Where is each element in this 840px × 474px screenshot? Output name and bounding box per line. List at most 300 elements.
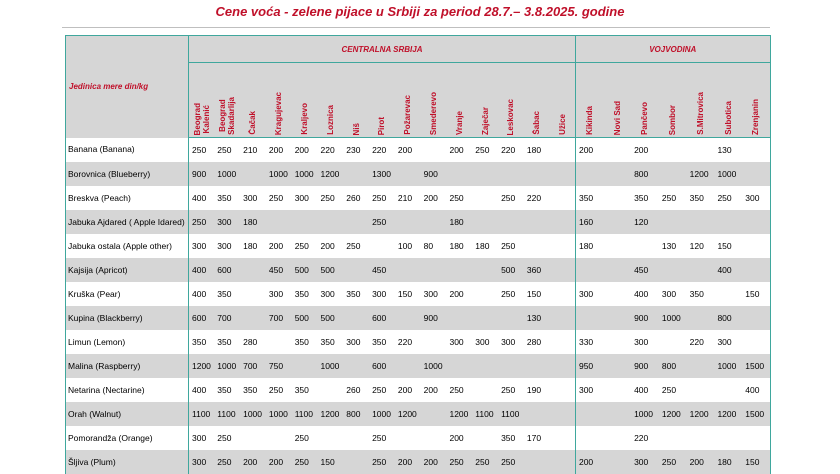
price-cell <box>421 258 447 282</box>
price-cell: 210 <box>395 186 421 210</box>
city-label-line: Požarevac <box>403 95 412 135</box>
price-cell <box>550 282 576 306</box>
price-cell <box>742 210 770 234</box>
price-cell: 170 <box>524 426 550 450</box>
city-label <box>724 99 733 135</box>
price-cell <box>395 210 421 234</box>
price-cell: 250 <box>214 426 240 450</box>
price-cell: 250 <box>369 378 395 402</box>
fruit-name: Netarina (Nectarine) <box>66 378 189 402</box>
price-cell: 250 <box>472 138 498 163</box>
price-cell: 700 <box>266 306 292 330</box>
price-cell: 250 <box>498 186 524 210</box>
price-cell: 450 <box>631 258 659 282</box>
price-cell: 220 <box>687 330 715 354</box>
price-cell: 200 <box>395 378 421 402</box>
price-cell <box>524 450 550 474</box>
price-cell <box>266 330 292 354</box>
price-cell: 750 <box>266 354 292 378</box>
price-table-body <box>66 138 771 474</box>
city-label-line: Kragujevac <box>274 92 283 135</box>
price-cell <box>498 354 524 378</box>
price-cell: 350 <box>292 282 318 306</box>
price-cell: 250 <box>498 378 524 402</box>
price-cell: 200 <box>240 450 266 474</box>
price-cell: 400 <box>189 282 215 306</box>
price-cell: 130 <box>524 306 550 330</box>
price-cell <box>550 402 576 426</box>
price-cell: 1100 <box>189 402 215 426</box>
price-cell: 1000 <box>631 402 659 426</box>
table-row <box>66 378 771 402</box>
price-cell: 250 <box>369 426 395 450</box>
price-cell: 1100 <box>214 402 240 426</box>
price-cell: 400 <box>189 258 215 282</box>
price-cell <box>659 258 687 282</box>
price-cell: 280 <box>240 330 266 354</box>
price-cell <box>550 426 576 450</box>
region-header-vojvodina: VOJVODINA <box>575 36 770 63</box>
city-label <box>352 121 361 135</box>
price-cell: 250 <box>343 234 369 258</box>
fruit-name: Borovnica (Blueberry) <box>66 162 189 186</box>
price-cell: 250 <box>369 210 395 234</box>
city-header-central-0 <box>189 63 215 138</box>
price-cell <box>603 378 631 402</box>
price-cell: 1500 <box>742 402 770 426</box>
city-header-vojvodina-0 <box>575 63 603 138</box>
price-cell: 130 <box>714 138 742 163</box>
price-cell: 1200 <box>687 402 715 426</box>
city-label-line: Sombor <box>668 105 677 135</box>
price-cell <box>421 402 447 426</box>
table-row <box>66 426 771 450</box>
price-cell: 1000 <box>214 354 240 378</box>
price-cell <box>631 234 659 258</box>
price-cell: 100 <box>395 234 421 258</box>
price-cell: 300 <box>446 330 472 354</box>
price-cell <box>603 234 631 258</box>
price-cell: 80 <box>421 234 447 258</box>
price-cell: 260 <box>343 186 369 210</box>
price-cell <box>421 138 447 163</box>
table-row <box>66 354 771 378</box>
price-cell <box>472 354 498 378</box>
price-cell <box>369 234 395 258</box>
price-cell: 400 <box>714 258 742 282</box>
price-cell: 200 <box>395 450 421 474</box>
price-cell <box>550 234 576 258</box>
fruit-name: Limun (Lemon) <box>66 330 189 354</box>
price-cell: 1000 <box>369 402 395 426</box>
price-cell: 250 <box>266 186 292 210</box>
price-cell: 250 <box>189 138 215 163</box>
price-cell: 360 <box>524 258 550 282</box>
price-cell: 220 <box>317 138 343 163</box>
fruit-name: Kupina (Blackberry) <box>66 306 189 330</box>
price-cell: 180 <box>240 210 266 234</box>
price-cell: 900 <box>189 162 215 186</box>
price-cell <box>575 162 603 186</box>
city-label <box>751 97 760 135</box>
city-header-central-7 <box>369 63 395 138</box>
price-cell <box>472 378 498 402</box>
city-label-line: Šabac <box>532 111 541 135</box>
price-cell: 180 <box>240 234 266 258</box>
price-cell <box>714 282 742 306</box>
price-cell <box>575 306 603 330</box>
price-cell <box>659 330 687 354</box>
price-cell: 280 <box>524 330 550 354</box>
price-cell <box>550 330 576 354</box>
price-cell <box>603 258 631 282</box>
price-cell: 150 <box>742 282 770 306</box>
fruit-name: Orah (Walnut) <box>66 402 189 426</box>
city-label-line: Kalenić <box>202 103 211 135</box>
price-cell: 220 <box>395 330 421 354</box>
price-cell: 500 <box>317 258 343 282</box>
price-cell: 1200 <box>687 162 715 186</box>
city-header-vojvodina-3 <box>659 63 687 138</box>
city-label-line: Loznica <box>326 105 335 135</box>
price-cell: 300 <box>575 282 603 306</box>
city-header-central-5 <box>317 63 343 138</box>
price-cell <box>240 162 266 186</box>
price-cell: 120 <box>631 210 659 234</box>
price-cell: 1200 <box>714 402 742 426</box>
city-label <box>455 109 464 135</box>
price-cell <box>742 426 770 450</box>
city-label-line: Beograd <box>218 97 227 135</box>
price-cell <box>472 258 498 282</box>
city-label-line: Čačak <box>248 111 257 135</box>
price-cell: 250 <box>659 186 687 210</box>
region-header-central: CENTRALNA SRBIJA <box>189 36 576 63</box>
price-cell: 1200 <box>189 354 215 378</box>
price-cell <box>472 210 498 234</box>
price-cell <box>421 210 447 234</box>
price-cell: 600 <box>214 258 240 282</box>
city-header-vojvodina-4 <box>687 63 715 138</box>
price-cell <box>687 210 715 234</box>
city-label-line: Pirot <box>377 117 386 135</box>
city-label <box>696 90 705 135</box>
price-cell: 350 <box>240 378 266 402</box>
table-row <box>66 138 771 163</box>
price-cell <box>659 138 687 163</box>
price-cell: 300 <box>292 186 318 210</box>
city-header-central-3 <box>266 63 292 138</box>
page-title: Cene voća - zelene pijace u Srbiji za period 28.7.– 3.8.2025. godine <box>0 4 840 19</box>
price-cell: 450 <box>369 258 395 282</box>
price-cell: 350 <box>498 426 524 450</box>
price-cell <box>742 306 770 330</box>
price-cell: 1500 <box>742 354 770 378</box>
price-cell: 250 <box>214 138 240 163</box>
price-cell <box>421 426 447 450</box>
price-cell: 600 <box>369 306 395 330</box>
fruit-name: Jabuka ostala (Apple other) <box>66 234 189 258</box>
price-cell: 250 <box>214 450 240 474</box>
price-cell: 260 <box>343 378 369 402</box>
price-cell: 800 <box>631 162 659 186</box>
price-cell: 250 <box>369 450 395 474</box>
price-cell: 250 <box>317 186 343 210</box>
price-cell <box>575 426 603 450</box>
price-cell <box>421 330 447 354</box>
price-cell: 300 <box>343 330 369 354</box>
price-cell <box>395 258 421 282</box>
price-cell <box>240 306 266 330</box>
price-cell: 300 <box>369 282 395 306</box>
price-cell: 150 <box>524 282 550 306</box>
price-cell <box>446 306 472 330</box>
price-cell: 1200 <box>317 162 343 186</box>
price-cell <box>343 354 369 378</box>
price-cell <box>550 378 576 402</box>
city-label-line: Vranje <box>455 111 464 135</box>
price-cell <box>472 426 498 450</box>
price-cell <box>550 306 576 330</box>
price-cell: 200 <box>446 426 472 450</box>
price-cell <box>550 210 576 234</box>
price-cell <box>240 426 266 450</box>
city-label <box>248 109 257 135</box>
price-cell: 200 <box>446 138 472 163</box>
city-header-vojvodina-5 <box>714 63 742 138</box>
city-label-line: Kikinda <box>585 106 594 135</box>
price-cell: 600 <box>189 306 215 330</box>
price-cell: 220 <box>369 138 395 163</box>
price-cell: 350 <box>292 330 318 354</box>
price-cell <box>687 378 715 402</box>
price-cell: 300 <box>472 330 498 354</box>
city-label-line: Novi Sad <box>613 101 622 135</box>
price-cell: 300 <box>631 450 659 474</box>
city-label <box>613 99 622 135</box>
price-cell <box>292 210 318 234</box>
price-cell: 150 <box>714 234 742 258</box>
price-cell: 200 <box>421 450 447 474</box>
price-cell <box>446 162 472 186</box>
price-cell <box>472 282 498 306</box>
city-header-vojvodina-6 <box>742 63 770 138</box>
city-header-central-6 <box>343 63 369 138</box>
price-cell: 250 <box>446 378 472 402</box>
price-cell <box>472 162 498 186</box>
price-cell: 350 <box>343 282 369 306</box>
price-cell <box>687 258 715 282</box>
price-cell: 1200 <box>446 402 472 426</box>
city-label <box>326 103 335 135</box>
price-cell: 210 <box>240 138 266 163</box>
price-cell: 950 <box>575 354 603 378</box>
city-label-line: Leskovac <box>506 99 515 135</box>
price-cell: 130 <box>659 234 687 258</box>
price-cell <box>603 402 631 426</box>
table-row <box>66 450 771 474</box>
price-cell: 230 <box>343 138 369 163</box>
price-cell: 300 <box>659 282 687 306</box>
price-cell: 350 <box>214 378 240 402</box>
price-cell: 300 <box>189 234 215 258</box>
fruit-name: Kajsija (Apricot) <box>66 258 189 282</box>
price-cell: 350 <box>214 282 240 306</box>
price-cell: 300 <box>240 186 266 210</box>
city-label-line: Užice <box>558 114 567 135</box>
city-header-central-4 <box>292 63 318 138</box>
city-label-line: Subotica <box>724 101 733 135</box>
price-cell: 250 <box>292 450 318 474</box>
city-label-line: Beograd <box>193 103 202 135</box>
price-cell <box>472 306 498 330</box>
price-cell <box>742 138 770 163</box>
price-cell <box>317 378 343 402</box>
price-cell: 200 <box>266 138 292 163</box>
price-cell: 220 <box>631 426 659 450</box>
price-cell: 350 <box>214 330 240 354</box>
price-cell <box>742 330 770 354</box>
price-cell: 120 <box>687 234 715 258</box>
price-cell: 1000 <box>714 162 742 186</box>
price-cell <box>687 354 715 378</box>
price-cell <box>524 354 550 378</box>
table-row <box>66 402 771 426</box>
price-cell <box>575 402 603 426</box>
price-cell <box>659 426 687 450</box>
fruit-name: Banana (Banana) <box>66 138 189 163</box>
price-cell <box>395 426 421 450</box>
price-cell <box>714 378 742 402</box>
price-cell <box>446 354 472 378</box>
price-cell: 300 <box>189 450 215 474</box>
price-cell: 350 <box>687 282 715 306</box>
city-label-line: Kraljevo <box>300 103 309 135</box>
price-cell: 1100 <box>472 402 498 426</box>
price-cell: 200 <box>575 450 603 474</box>
city-header-central-11 <box>472 63 498 138</box>
price-cell: 350 <box>575 186 603 210</box>
price-cell: 200 <box>395 138 421 163</box>
price-cell <box>317 426 343 450</box>
price-cell <box>603 354 631 378</box>
price-cell <box>603 306 631 330</box>
price-cell: 1300 <box>369 162 395 186</box>
price-cell <box>603 210 631 234</box>
city-label-line: Zrenjanin <box>751 99 760 135</box>
price-cell: 300 <box>266 282 292 306</box>
price-cell: 800 <box>659 354 687 378</box>
price-cell: 400 <box>631 378 659 402</box>
price-cell <box>687 306 715 330</box>
price-cell: 250 <box>472 450 498 474</box>
price-cell <box>343 426 369 450</box>
price-cell <box>240 258 266 282</box>
city-label <box>429 90 438 135</box>
city-label-line: Skadarlija <box>227 97 236 135</box>
price-cell <box>524 402 550 426</box>
price-cell: 400 <box>189 186 215 210</box>
price-cell: 1000 <box>266 402 292 426</box>
price-cell: 400 <box>631 282 659 306</box>
price-cell <box>603 138 631 163</box>
price-cell <box>742 162 770 186</box>
price-cell: 300 <box>631 330 659 354</box>
price-cell <box>603 282 631 306</box>
price-cell <box>498 162 524 186</box>
price-cell: 200 <box>687 450 715 474</box>
price-cell: 300 <box>714 330 742 354</box>
price-cell: 350 <box>687 186 715 210</box>
price-cell: 200 <box>317 234 343 258</box>
city-label <box>585 104 594 135</box>
price-cell: 600 <box>369 354 395 378</box>
fruit-name: Malina (Raspberry) <box>66 354 189 378</box>
price-cell: 250 <box>498 450 524 474</box>
price-cell: 180 <box>524 138 550 163</box>
price-cell: 220 <box>524 186 550 210</box>
price-cell: 400 <box>742 378 770 402</box>
price-cell <box>714 210 742 234</box>
price-cell: 250 <box>369 186 395 210</box>
price-cell <box>343 258 369 282</box>
price-cell: 150 <box>742 450 770 474</box>
city-label-line: S.Mitrovica <box>696 92 705 135</box>
price-cell <box>687 426 715 450</box>
price-cell: 300 <box>317 282 343 306</box>
price-cell: 1000 <box>659 306 687 330</box>
price-cell <box>395 162 421 186</box>
price-cell: 300 <box>214 210 240 234</box>
price-cell: 220 <box>498 138 524 163</box>
price-cell: 1000 <box>714 354 742 378</box>
table-row <box>66 162 771 186</box>
price-cell <box>603 330 631 354</box>
city-header-central-12 <box>498 63 524 138</box>
price-cell <box>550 354 576 378</box>
price-cell: 1000 <box>421 354 447 378</box>
table-row <box>66 210 771 234</box>
unit-header: Jedinica mere din/kg <box>66 36 189 138</box>
price-cell: 700 <box>214 306 240 330</box>
price-cell <box>550 258 576 282</box>
price-cell: 190 <box>524 378 550 402</box>
city-header-central-9 <box>421 63 447 138</box>
price-table <box>65 35 771 474</box>
table-row <box>66 258 771 282</box>
price-cell: 150 <box>395 282 421 306</box>
price-cell <box>395 354 421 378</box>
city-label <box>300 101 309 135</box>
fruit-name: Pomorandža (Orange) <box>66 426 189 450</box>
price-cell: 300 <box>421 282 447 306</box>
price-cell: 800 <box>714 306 742 330</box>
price-cell: 900 <box>421 306 447 330</box>
price-cell <box>659 210 687 234</box>
price-cell: 400 <box>189 378 215 402</box>
table-row <box>66 306 771 330</box>
price-cell: 900 <box>631 354 659 378</box>
price-cell <box>524 234 550 258</box>
price-cell <box>603 162 631 186</box>
price-cell <box>524 162 550 186</box>
price-cell: 250 <box>189 210 215 234</box>
price-cell: 1000 <box>292 162 318 186</box>
price-cell <box>550 450 576 474</box>
city-header-central-8 <box>395 63 421 138</box>
city-label-line: Niš <box>352 123 361 135</box>
price-cell: 200 <box>292 138 318 163</box>
